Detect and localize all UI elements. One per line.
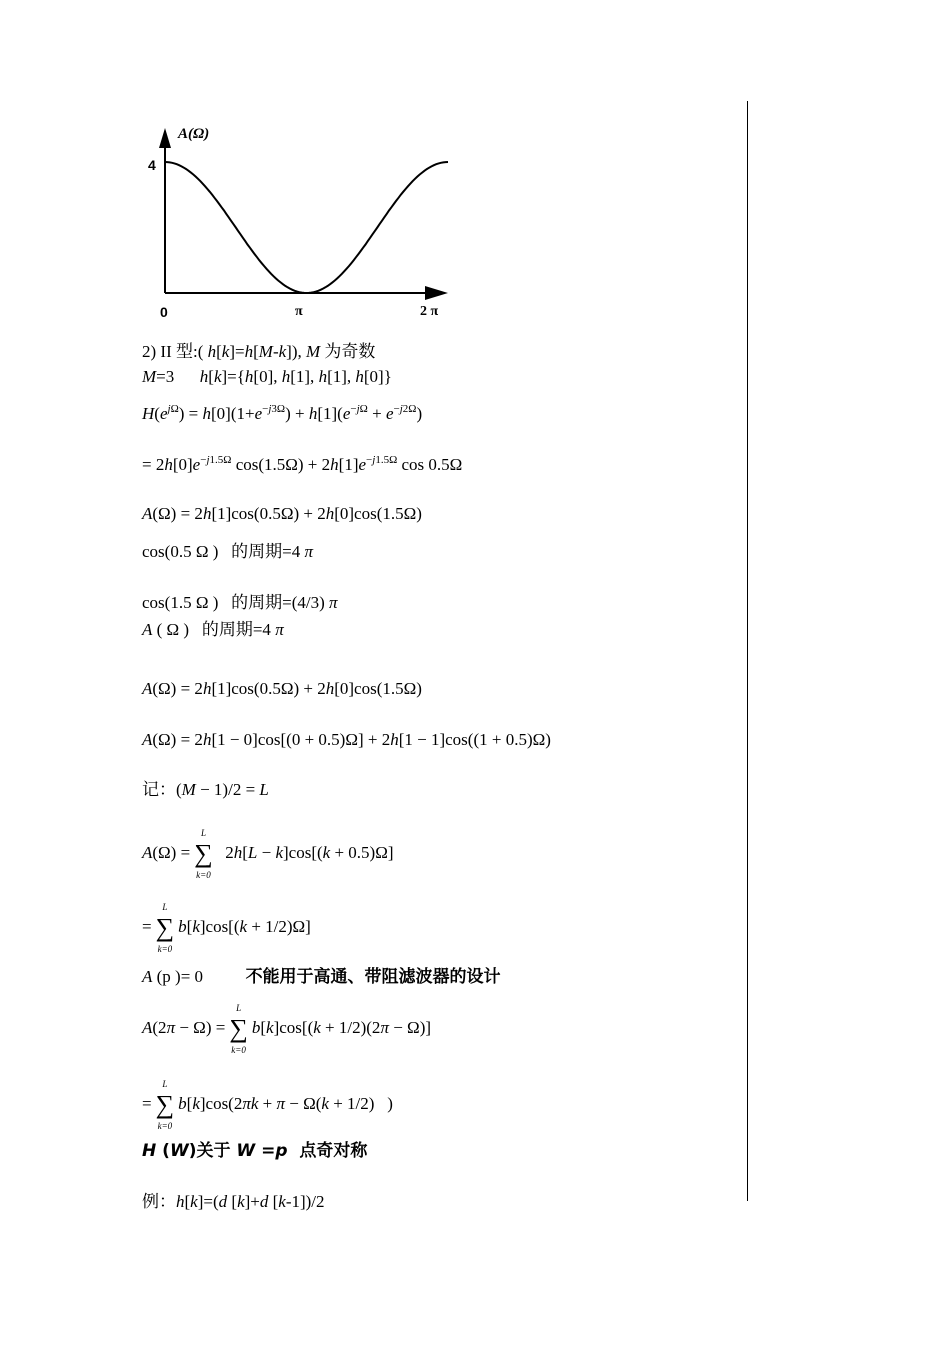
eq-amplitude-1: A(Ω) = 2h[1]cos(0.5Ω) + 2h[0]cos(1.5Ω) [142, 504, 422, 523]
period-cos05: cos(0.5 Ω ) 的周期=4 π [142, 542, 313, 561]
eq-sum-2: = ∑ L k=0 b[k]cos[(k + 1/2)Ω] [142, 902, 311, 954]
type-ii-heading: 2) II 型:( h[k]=h[M-k]), M 为奇数 [142, 342, 376, 361]
eq-sum-3: A(2π − Ω) = ∑ L k=0 b[k]cos[(k + 1/2)(2π − Ω)] [142, 1003, 432, 1055]
y-axis-arrow-icon [159, 128, 171, 148]
x-tick-label-0: 0 [160, 304, 168, 320]
m3-example: M=3 h[k]={h[0], h[1], h[1], h[0]} [142, 367, 392, 386]
series-line [165, 162, 448, 293]
eq-amplitude-2: A(Ω) = 2h[1]cos(0.5Ω) + 2h[0]cos(1.5Ω) [142, 679, 422, 698]
eq-define-l: 记：(M − 1)/2 = L [142, 780, 269, 799]
page-divider-line [747, 101, 748, 1201]
x-tick-label-2pi: 2 π [420, 304, 439, 319]
y-tick-label: 4 [148, 157, 156, 173]
example-hk: 例：h[k]=(d [k]+d [k-1])/2 [142, 1192, 325, 1211]
eq-amplitude-3: A(Ω) = 2h[1 − 0]cos[(0 + 0.5)Ω] + 2h[1 − 1]cos((1 + 0.5)Ω) [142, 730, 551, 749]
amplitude-plot [130, 118, 470, 328]
eq-expand: = $2h[0]e^{-j1.5\Omega}$ $\cos(1.5\Omega) + 2h[1]e^{-j1.5\Omega}$ cos 0.5Ω [142, 453, 463, 474]
period-a: A ( Ω ) 的周期=4 π [142, 620, 284, 639]
period-cos15: cos(1.5 Ω ) 的周期=(4/3) π [142, 593, 338, 612]
x-axis-arrow-icon [425, 286, 448, 300]
eq-h-ejw: $H(e^{j\Omega}) = h[0](1+e^{-j3\Omega}) + h[1](e^{-j\Omega} + e^{-j2\Omega})$ [142, 402, 423, 423]
x-tick-label-pi: π [295, 304, 303, 319]
odd-symmetry-note: H (W)关于 W =p 点奇对称 [142, 1141, 368, 1161]
filter-note: 不能用于高通、带阻滤波器的设计 [245, 967, 501, 987]
eq-sum-4: = ∑ L k=0 b[k]cos(2πk + π − Ω(k + 1/2) ) [142, 1079, 393, 1131]
eq-sum-1: A(Ω) = ∑ L k=0 2h[L − k]cos[(k + 0.5)Ω] [142, 828, 394, 880]
a-pi-zero: A (p )= 0 不能用于高通、带阻滤波器的设计 [142, 967, 501, 987]
y-axis-label: A(Ω) [178, 126, 210, 142]
